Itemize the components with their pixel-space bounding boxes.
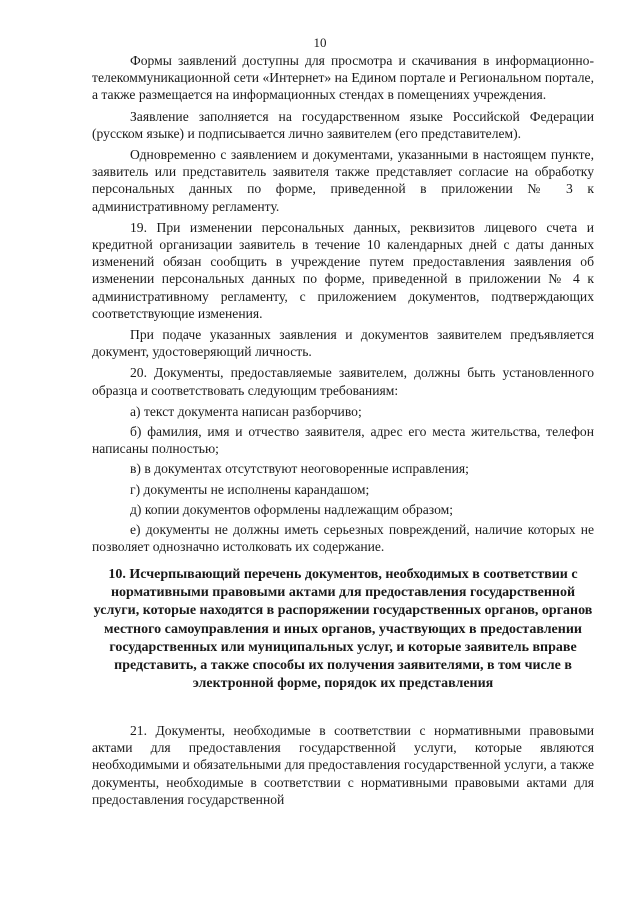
list-item: б) фамилия, имя и отчество заявителя, адрес его места жительства, телефон написаны полностью; (92, 424, 594, 457)
paragraph-21: 21. Документы, необходимые в соответствии с нормативными правовыми актами для предоставления государственной услуги, которые являются необходимыми и обязательными для предоставления государственной услуги, а также документы, необходимые в соответствии с нормативными правовыми актами для предоставления государственной (92, 723, 594, 807)
list-item: а) текст документа написан разборчиво; (130, 403, 362, 419)
paragraph-20: 20. Документы, предоставляемые заявителем, должны быть установленного образца и соответствовать следующим требованиям: (92, 365, 594, 398)
paragraph-identity: При подаче указанных заявления и документов заявителем предъявляется документ, удостоверяющий личность. (92, 327, 594, 360)
list-item: д) копии документов оформлены надлежащим образом; (130, 501, 453, 517)
list-item: г) документы не исполнены карандашом; (130, 481, 370, 497)
section-heading: 10. Исчерпывающий перечень документов, необходимых в соответствии с нормативными правовыми актами для предоставления государственной услуги, которые находятся в распоряжении государственных органов, органов местного самоуправления и иных органов, участвующих в предоставлении государственных или муниципальных услуг, и которые заявитель вправе представить, а также способы их получения заявителями, в том числе в электронной форме, порядок их представления (93, 567, 593, 692)
body-text-top (92, 52, 594, 558)
list-item: в) в документах отсутствуют неоговоренные исправления; (130, 461, 469, 477)
body-text-bottom (92, 722, 594, 812)
paragraph-forms: Формы заявлений доступны для просмотра и скачивания в информационно-телекоммуникационной сети «Интернет» на Едином портале и Региональном портале, а также размещается на информационных стендах в помещениях учреждения. (92, 53, 594, 103)
list-item: е) документы не должны иметь серьезных повреждений, наличие которых не позволяет однозначно истолковать их содержание. (92, 522, 594, 555)
paragraph-19: 19. При изменении персональных данных, реквизитов лицевого счета и кредитной организации заявитель в течение 10 календарных дней с даты данных изменений обязан сообщить в учреждение путем предоставления заявления об изменении персональных данных по форме, приведенной в приложении № 4 к административному регламенту, с приложением документов, подтверждающих соответствующие изменения. (92, 219, 594, 321)
page-number: 10 (313, 35, 327, 50)
paragraph-consent: Одновременно с заявлением и документами, указанными в настоящем пункте, заявитель или представитель заявителя также представляет согласие на обработку персональных данных по форме, приведенной в приложении № 3 к административному регламенту. (92, 147, 594, 214)
paragraph-language: Заявление заполняется на государственном языке Российской Федерации (русском языке) и подписывается лично заявителем (его представителем). (92, 108, 594, 141)
